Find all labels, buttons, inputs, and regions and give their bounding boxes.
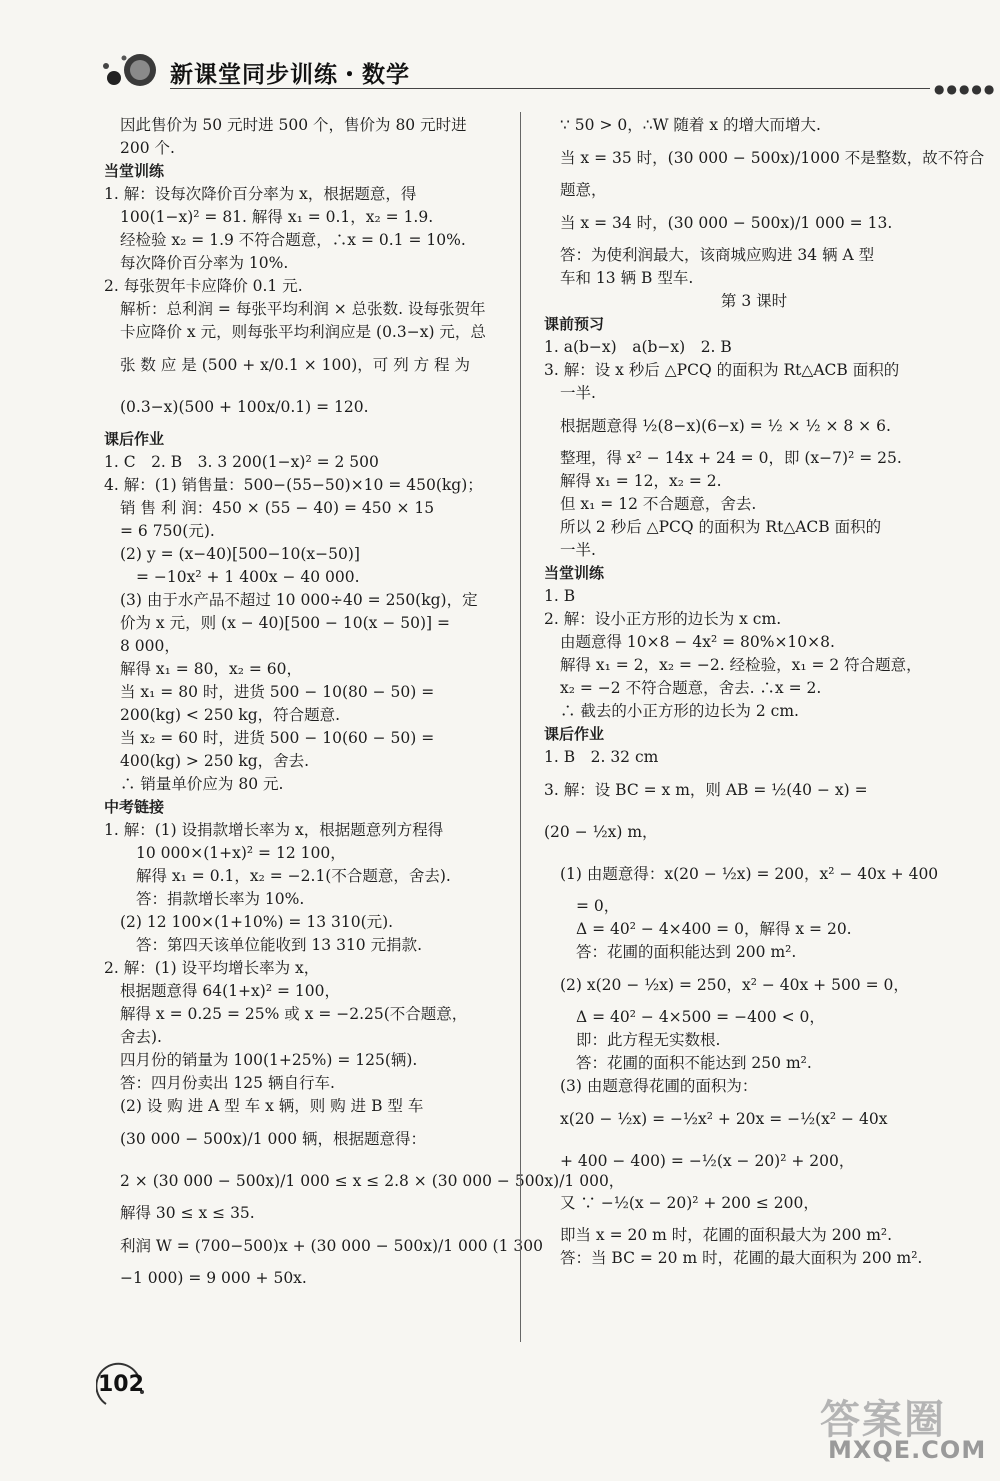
text-line: 车和 13 辆 B 型车. <box>560 269 694 287</box>
text-line: 200(kg) < 250 kg，符合题意. <box>120 706 341 724</box>
text-line: 解得 30 ≤ x ≤ 35. <box>120 1204 255 1222</box>
text-line: 每次降价百分率为 10%. <box>120 254 289 272</box>
text-line: 1. a(b−x) a(b−x) 2. B <box>544 338 732 356</box>
text-line: = −10x² + 1 400x − 40 000. <box>136 568 360 586</box>
text-line: 舍去). <box>120 1028 162 1046</box>
text-line: 答：四月份卖出 125 辆自行车. <box>120 1074 335 1092</box>
text-line: 解得 x = 0.25 = 25% 或 x = −2.25(不合题意， <box>120 1005 468 1023</box>
text-line: 解析：总利润 = 每张平均利润 × 总张数. 设每张贺年 <box>120 300 486 318</box>
page-number: 102 <box>98 1372 144 1397</box>
text-line: x₂ = −2 不符合题意，舍去. ∴x = 2. <box>560 679 822 697</box>
text-line: 1. 解：(1) 设捐款增长率为 x，根据题意列方程得 <box>104 821 444 839</box>
column-divider <box>520 112 521 1342</box>
page-number-badge <box>96 1362 146 1412</box>
text-line: 1. 解：设每次降价百分率为 x，根据题意，得 <box>104 185 417 203</box>
text-line: 解得 x₁ = 12，x₂ = 2. <box>560 472 722 490</box>
text-line: 但 x₁ = 12 不合题意，舍去. <box>560 495 757 513</box>
text-line: 四月份的销量为 100(1+25%) = 125(辆). <box>120 1051 418 1069</box>
text-line: 4. 解：(1) 销售量：500−(55−50)×10 = 450(kg)； <box>104 476 483 494</box>
text-line: 答：为使利润最大，该商城应购进 34 辆 A 型 <box>560 246 875 264</box>
text-line: 因此售价为 50 元时进 500 个，售价为 80 元时进 <box>120 116 467 134</box>
text-line: 即：此方程无实数根. <box>576 1031 721 1049</box>
text-line: 答：捐款增长率为 10%. <box>136 890 305 908</box>
text-line: 1. B 2. 32 cm <box>544 748 659 766</box>
text-line: 2. 解：(1) 设平均增长率为 x， <box>104 959 320 977</box>
section-heading: 当堂训练 <box>104 162 165 180</box>
book-logo-icon <box>100 48 160 94</box>
section-heading: 课前预习 <box>544 315 605 333</box>
text-line: 1. C 2. B 3. 3 200(1−x)² = 2 500 <box>104 453 379 471</box>
text-line: 8 000， <box>120 637 180 655</box>
text-line: 经检验 x₂ = 1.9 不符合题意，∴x = 0.1 = 10%. <box>120 231 466 249</box>
text-line: 题意， <box>560 181 607 199</box>
text-line: 一半. <box>560 384 596 402</box>
text-line: (1) 由题意得：x(20 − ½x) = 200，x² − 40x + 400 <box>560 865 939 883</box>
text-line: 价为 x 元，则 (x − 40)[500 − 10(x − 50)] = <box>120 614 450 632</box>
section-heading: 中考链接 <box>104 798 165 816</box>
text-line: (2) 12 100×(1+10%) = 13 310(元). <box>120 913 394 931</box>
section-heading: 课后作业 <box>104 430 165 448</box>
section-heading: 当堂训练 <box>544 564 605 582</box>
text-line: (2) y = (x−40)[500−10(x−50)] <box>120 545 360 563</box>
right-column <box>544 114 985 1270</box>
text-line: (3) 由于水产品不超过 10 000÷40 = 250(kg)，定 <box>120 591 478 609</box>
text-line: 根据题意得 64(1+x)² = 100， <box>120 982 340 1000</box>
text-line: 2. 解：设小正方形的边长为 x cm. <box>544 610 782 628</box>
text-line: 答：花圃的面积不能达到 250 m². <box>576 1054 812 1072</box>
text-line: 100(1−x)² = 81. 解得 x₁ = 0.1，x₂ = 1.9. <box>120 208 434 226</box>
text-line: (2) 设 购 进 A 型 车 x 辆，则 购 进 B 型 车 <box>120 1097 424 1115</box>
text-line: 当 x₁ = 80 时，进货 500 − 10(80 − 50) = <box>120 683 435 701</box>
text-line: ∴ 销量单价应为 80 元. <box>120 775 284 793</box>
lesson-subtitle: 第 3 课时 <box>720 292 788 310</box>
text-line: (0.3−x)(500 + 100x/0.1) = 120. <box>120 398 369 416</box>
text-line: + 400 − 400) = −½(x − 20)² + 200， <box>560 1152 855 1170</box>
text-line: Δ = 40² − 4×400 = 0，解得 x = 20. <box>576 920 852 938</box>
text-line: 又 ∵ −½(x − 20)² + 200 ≤ 200， <box>560 1194 819 1212</box>
text-line: 卡应降价 x 元，则每张平均利润应是 (0.3−x) 元，总 <box>120 323 486 341</box>
watermark <box>800 1388 987 1468</box>
text-line: 销 售 利 润：450 × (55 − 40) = 450 × 15 <box>120 499 435 517</box>
section-heading: 课后作业 <box>544 725 605 743</box>
text-line: 200 个. <box>120 139 175 157</box>
text-line: 3. 解：设 BC = x m，则 AB = ½(40 − x) = <box>544 781 868 799</box>
header-rule <box>170 88 930 89</box>
text-line: 解得 x₁ = 0.1，x₂ = −2.1(不合题意，舍去). <box>136 867 451 885</box>
text-line: 答：花圃的面积能达到 200 m². <box>576 943 797 961</box>
text-line: 答：第四天该单位能收到 13 310 元捐款. <box>136 936 423 954</box>
text-line: 即当 x = 20 m 时，花圃的面积最大为 200 m². <box>560 1226 893 1244</box>
text-line: 3. 解：设 x 秒后 △PCQ 的面积为 Rt△ACB 面积的 <box>544 361 900 379</box>
text-line: (30 000 − 500x)/1 000 辆，根据题意得： <box>120 1130 427 1148</box>
text-line: (20 − ½x) m， <box>544 823 658 841</box>
text-line: 整理，得 x² − 14x + 24 = 0，即 (x−7)² = 25. <box>560 449 902 467</box>
text-line: 张 数 应 是 (500 + x/0.1 × 100)，可 列 方 程 为 <box>120 356 470 374</box>
text-line: x(20 − ½x) = −½x² + 20x = −½(x² − 40x <box>560 1110 888 1128</box>
text-line: ∵ 50 > 0，∴W 随着 x 的增大而增大. <box>560 116 821 134</box>
text-line: (2) x(20 − ½x) = 250，x² − 40x + 500 = 0， <box>560 976 909 994</box>
text-line: 当 x = 34 时，(30 000 − 500x)/1 000 = 13. <box>560 214 893 232</box>
text-line: 解得 x₁ = 2，x₂ = −2. 经检验，x₁ = 2 符合题意， <box>560 656 922 674</box>
text-line: −1 000) = 9 000 + 50x. <box>120 1269 307 1287</box>
text-line: 400(kg) > 250 kg，舍去. <box>120 752 310 770</box>
text-line: = 0， <box>576 897 620 915</box>
text-line: (3) 由题意得花圃的面积为： <box>560 1077 758 1095</box>
text-line: 当 x = 35 时，(30 000 − 500x)/1000 不是整数，故不符合 <box>560 149 985 167</box>
text-line: 根据题意得 ½(8−x)(6−x) = ½ × ½ × 8 × 6. <box>560 417 891 435</box>
text-line: 所以 2 秒后 △PCQ 的面积为 Rt△ACB 面积的 <box>560 518 882 536</box>
text-line: = 6 750(元). <box>120 522 215 540</box>
page-header <box>100 48 997 96</box>
header-dots: ●●●●● <box>934 82 997 96</box>
text-line: 由题意得 10×8 − 4x² = 80%×10×8. <box>560 633 835 651</box>
text-line: 解得 x₁ = 80，x₂ = 60， <box>120 660 302 678</box>
text-line: 一半. <box>560 541 596 559</box>
text-line: ∴ 截去的小正方形的边长为 2 cm. <box>560 702 799 720</box>
watermark-logo: 答案圈 <box>820 1397 946 1443</box>
text-line: 当 x₂ = 60 时，进货 500 − 10(60 − 50) = <box>120 729 435 747</box>
text-line: 2. 每张贺年卡应降价 0.1 元. <box>104 277 303 295</box>
text-line: 1. B <box>544 587 576 605</box>
text-line: Δ = 40² − 4×500 = −400 < 0， <box>576 1008 825 1026</box>
text-line: 10 000×(1+x)² = 12 100， <box>136 844 346 862</box>
text-line: 利润 W = (700−500)x + (30 000 − 500x)/1 000 (1 300 <box>120 1237 543 1255</box>
header-title: 新课堂同步训练・数学 <box>170 62 410 88</box>
watermark-url: MXQE.COM <box>828 1436 987 1464</box>
text-line: 答：当 BC = 20 m 时，花圃的最大面积为 200 m². <box>560 1249 923 1267</box>
text-line: 2 × (30 000 − 500x)/1 000 ≤ x ≤ 2.8 × (30 000 − 500x)/1 000， <box>120 1172 625 1190</box>
